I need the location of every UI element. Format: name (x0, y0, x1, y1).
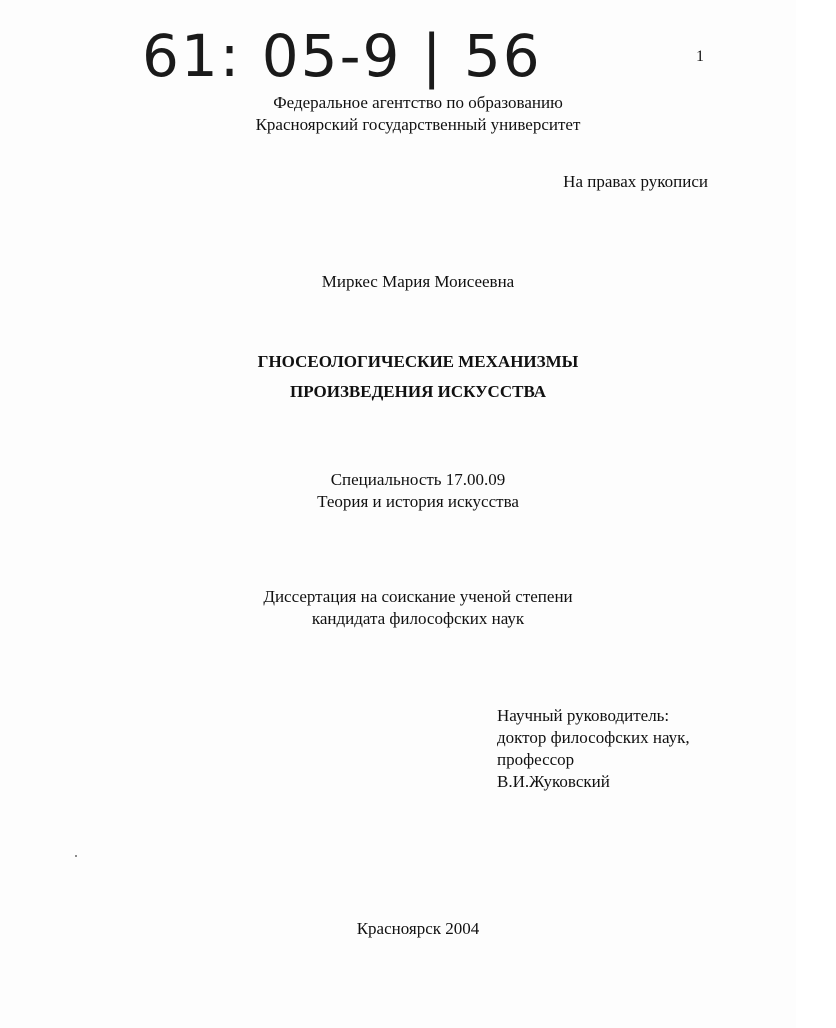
supervisor-block (497, 705, 690, 793)
organization-line-1: Федеральное агентство по образованию (273, 93, 563, 112)
organization-block (0, 92, 836, 136)
rights-note: На правах рукописи (563, 172, 708, 191)
specialty-line-1: Специальность 17.00.09 (330, 470, 506, 489)
city-year: Красноярск 2004 (356, 919, 480, 938)
degree-block (0, 586, 836, 630)
supervisor-line-2: доктор философских наук, (497, 728, 690, 747)
degree-line-1: Диссертация на соискание ученой степени (263, 587, 573, 606)
dissertation-title (0, 347, 836, 407)
supervisor-line-4: В.И.Жуковский (497, 772, 610, 791)
scan-speck (75, 855, 77, 857)
supervisor-line-1: Научный руководитель: (497, 706, 670, 725)
title-line-2: ПРОИЗВЕДЕНИЯ ИСКУССТВА (289, 382, 546, 401)
organization-line-2: Красноярский государственный университет (255, 115, 581, 134)
supervisor-line-3: профессор (497, 750, 575, 769)
title-line-1: ГНОСЕОЛОГИЧЕСКИЕ МЕХАНИЗМЫ (257, 352, 579, 371)
specialty-block (0, 469, 836, 513)
specialty-line-2: Теория и история искусства (317, 492, 519, 511)
page-number: 1 (696, 48, 704, 65)
degree-line-2: кандидата философских наук (311, 609, 525, 628)
author-name: Миркес Мария Моисеевна (321, 272, 515, 291)
handwritten-code-text: 61: 05-9 | 56 (142, 22, 542, 90)
